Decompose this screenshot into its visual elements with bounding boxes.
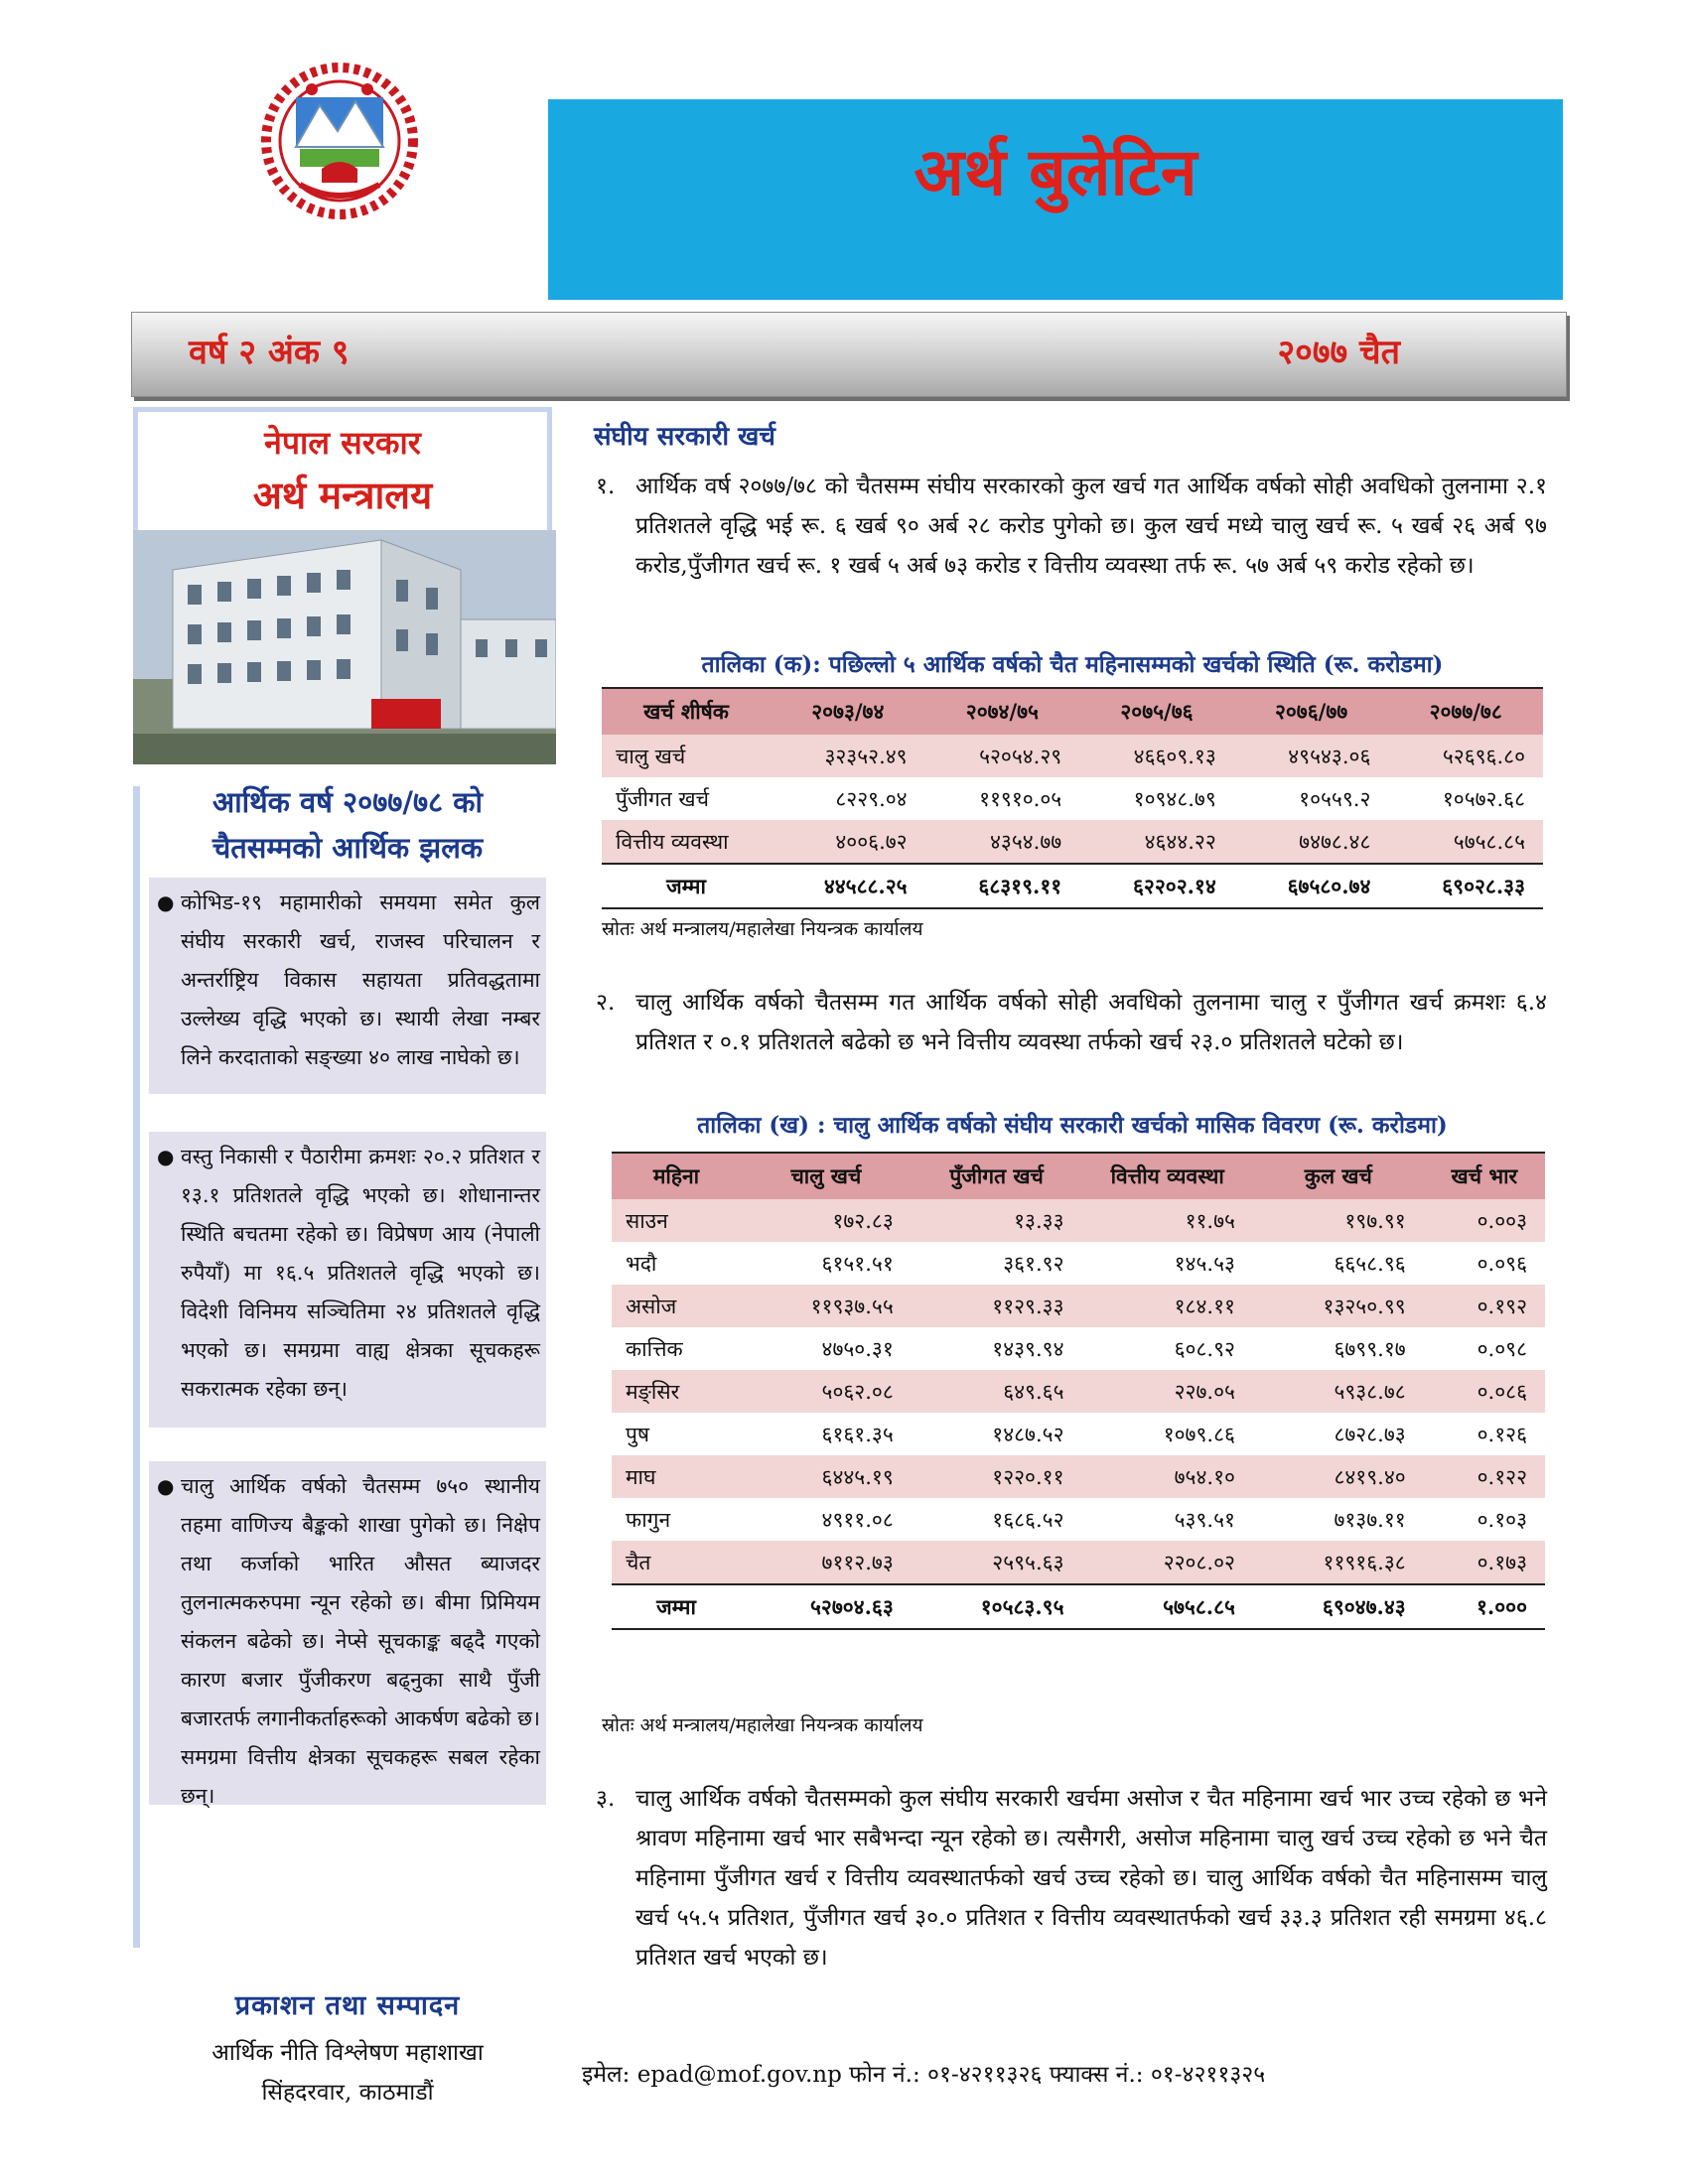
table-cell: १९७.९१ (1253, 1199, 1424, 1242)
table-header: २०७३/७४ (771, 688, 925, 735)
table-cell: ६९०४७.४३ (1253, 1584, 1424, 1629)
table2-caption: तालिका (ख) : चालु आर्थिक वर्षको संघीय सरकारी खर्चको मासिक विवरण (रू. करोडमा) (697, 1112, 1448, 1139)
table-row (612, 1455, 1545, 1498)
table-cell: २२०८.०२ (1082, 1541, 1253, 1584)
table-header: वित्तीय व्यवस्था (1082, 1153, 1253, 1199)
table-cell: ४७५०.३१ (821, 1336, 894, 1361)
glance-text-1: कोभिड-१९ महामारीको समयमा समेत कुल संघीय सरकारी खर्च, राजस्व परिचालन र अन्तर्राष्ट्रिय विकास सहायता प्रतिवद्धतामा उल्लेख्य वृद्धि भएको छ। स्थायी लेखा नम्बर लिने करदाताको सङ्ख्या ४० लाख नाघेको छ। (181, 890, 540, 1069)
table-cell: ५९३८.७८ (1253, 1370, 1424, 1413)
table-row (612, 1327, 1545, 1370)
table-cell: ६७९९.१७ (1334, 1336, 1406, 1361)
table-cell: ४००६.७२ (771, 820, 925, 864)
table-cell: साउन (612, 1199, 741, 1242)
bullet-icon: ● (157, 890, 175, 914)
table-header-row (602, 688, 1543, 735)
table-row (602, 820, 1543, 864)
paragraph-text: चालु आर्थिक वर्षको चैतसम्म गत आर्थिक वर्षको सोही अवधिको तुलनामा चालु र पुँजीगत खर्च क्रमशः ६.४ प्रतिशत र ०.१ प्रतिशतले बढेको छ भने वित्तीय व्यवस्था तर्फको खर्च २३.० प्रतिशतले घटेको छ। (635, 990, 1547, 1055)
table-cell: १६८६.५२ (992, 1507, 1064, 1532)
table-cell: पुष (626, 1422, 650, 1446)
table-cell: ५३९.५१ (1174, 1507, 1235, 1532)
table-cell: ८७२८.७३ (1334, 1422, 1406, 1446)
bullet-icon: ● (157, 1474, 175, 1498)
table-row (602, 777, 1543, 820)
table-cell: २५९५.६३ (912, 1541, 1082, 1584)
ministry-building-photo (133, 530, 556, 764)
paragraph-text: चालु आर्थिक वर्षको चैतसम्मको कुल संघीय सरकारी खर्चमा असोज र चैत महिनामा खर्च भार उच्च रहेको छ भने श्रावण महिनामा खर्च भार सबैभन्दा न्यून रहेको छ। त्यसैगरी, असोज महिनामा चालु खर्च उच्च रहेको छ भने चैत महिनामा पुँजीगत खर्च र वित्तीय व्यवस्थातर्फको खर्च उच्च रहेको छ। चालु आर्थिक वर्षको चैत महिनासम्म चालु खर्च ५५.५ प्रतिशत, पुँजीगत खर्च ३०.० प्रतिशत र वित्तीय व्यवस्थातर्फको खर्च ३३.३ प्रतिशत रही समग्रमा ४६.८ प्रतिशत खर्च भएको छ। (635, 1786, 1547, 1971)
glance-box-1 (149, 878, 546, 1094)
table-cell: ८२२९.०४ (835, 786, 908, 811)
table-cell: ७११२.७३ (741, 1541, 912, 1584)
table-cell: ४९५४३.०६ (1234, 735, 1389, 777)
table-cell: १३२५०.९९ (1253, 1285, 1424, 1327)
table-cell: १०५७२.६८ (1442, 786, 1525, 811)
expenditure-table-5yr (602, 687, 1543, 909)
table-cell: ५७५८.८५ (1388, 820, 1543, 864)
glance-box-3 (149, 1461, 546, 1808)
table-header: महिना (612, 1153, 741, 1199)
table-cell: ५२०५४.२९ (925, 735, 1080, 777)
table-row (612, 1242, 1545, 1285)
table-total-row (612, 1584, 1545, 1629)
table-cell: जम्मा (602, 864, 771, 908)
glance-title-line1: आर्थिक वर्ष २०७७/७८ को (212, 785, 483, 819)
table-header: चालु खर्च (741, 1153, 912, 1199)
table-cell: २२७.०५ (1082, 1370, 1253, 1413)
table-cell: १०५५९.२ (1299, 786, 1371, 811)
table-header: २०७७/७८ (1388, 688, 1543, 735)
table-header: पुँजीगत खर्च (912, 1153, 1082, 1199)
table-cell: ५७५८.८५ (1082, 1584, 1253, 1629)
table-cell: ५२७०४.६३ (741, 1584, 912, 1629)
issue-date: २०७७ चैत (1277, 333, 1400, 372)
table-cell: ६२२०२.१४ (1079, 864, 1234, 908)
issue-volume: वर्ष २ अंक ९ (189, 333, 350, 372)
table-cell: १.००० (1424, 1584, 1545, 1629)
table-cell: मङ्सिर (612, 1370, 741, 1413)
table-cell: चैत (612, 1541, 741, 1584)
table-cell: ११२९.३३ (912, 1285, 1082, 1327)
table-header: खर्च भार (1424, 1153, 1545, 1199)
bulletin-title: अर्थ बुलेटिन (914, 133, 1197, 210)
table-cell: भदौ (626, 1251, 657, 1276)
table-header: कुल खर्च (1253, 1153, 1424, 1199)
table-cell: ०.०९८ (1477, 1336, 1527, 1361)
section-heading: संघीय सरकारी खर्च (594, 422, 775, 452)
table-row (602, 735, 1543, 777)
table-cell: ०.०८६ (1424, 1370, 1545, 1413)
table-cell: १३.३३ (912, 1199, 1082, 1242)
table-cell: १०५८३.९५ (912, 1584, 1082, 1629)
glance-text-3: चालु आर्थिक वर्षको चैतसम्म ७५० स्थानीय तहमा वाणिज्य बैङ्कको शाखा पुगेको छ। निक्षेप तथा कर्जाको भारित औसत ब्याजदर तुलनात्मकरुपमा न्यून रहेको छ। बीमा प्रिमियम संकलन बढेको छ। नेप्से सूचकाङ्क बढ्दै गएको कारण बजार पुँजीकरण बढ्नुका साथै पुँजी बजारतर्फ लगानीकर्ताहरूको आकर्षण बढेको छ। समग्रमा वित्तीय क्षेत्रका सूचकहरू सबल रहेका छन्। (181, 1474, 540, 1808)
table-cell: ७१३७.११ (1334, 1507, 1406, 1532)
table-cell: वित्तीय व्यवस्था (602, 820, 771, 864)
table-cell: ६७५८०.७४ (1234, 864, 1389, 908)
table-total-row (602, 864, 1543, 908)
table-cell: ४६६०९.१३ (1079, 735, 1234, 777)
paragraph-text: आर्थिक वर्ष २०७७/७८ को चैतसम्म संघीय सरकारको कुल खर्च गत आर्थिक वर्षको सोही अवधिको तुलनामा २.१ प्रतिशतले वृद्धि भई रू. ६ खर्ब ९० अर्ब २८ करोड पुगेको छ। कुल खर्च मध्ये चालु खर्च रू. ५ खर्ब २६ अर्ब ९७ करोड,पुँजीगत खर्च रू. १ खर्ब ५ अर्ब ७३ करोड र वित्तीय व्यवस्था तर्फ रू. ५७ अर्ब ५९ करोड रहेको छ। (635, 474, 1547, 579)
table-header-row (612, 1153, 1545, 1199)
publication-title: प्रकाशन तथा सम्पादन (234, 1990, 461, 2021)
table-cell: ३६१.९२ (1003, 1251, 1064, 1276)
table-cell: ५०६२.०८ (741, 1370, 912, 1413)
table-cell: १०७९.८६ (1163, 1422, 1235, 1446)
table-cell: १८४.११ (1082, 1285, 1253, 1327)
table-cell: ११९१०.०५ (979, 786, 1062, 811)
table-cell: ०.१०३ (1477, 1507, 1527, 1532)
paragraph-number: ३. (596, 1786, 616, 1812)
table-header: २०७५/७६ (1079, 688, 1234, 735)
table-row (612, 1285, 1545, 1327)
ministry-name: अर्थ मन्त्रालय (252, 473, 433, 517)
table-cell: ०.००३ (1424, 1199, 1545, 1242)
table-cell: ११.७५ (1082, 1199, 1253, 1242)
table-cell: ०.१९२ (1424, 1285, 1545, 1327)
table-row (612, 1199, 1545, 1242)
table-cell: चालु खर्च (602, 735, 771, 777)
table-header: २०७४/७५ (925, 688, 1080, 735)
table1-caption: तालिका (क): पछिल्लो ५ आर्थिक वर्षको चैत महिनासम्मको खर्चको स्थिति (रू. करोडमा) (701, 651, 1444, 678)
table-cell: पुँजीगत खर्च (616, 786, 709, 811)
glance-box-2 (149, 1132, 546, 1428)
table-row (612, 1370, 1545, 1413)
table-cell: ६४९.६५ (912, 1370, 1082, 1413)
table-header: २०७६/७७ (1234, 688, 1389, 735)
glance-title-line2: चैतसम्मको आर्थिक झलक (211, 831, 484, 865)
table-cell: ४४५८८.२५ (771, 864, 925, 908)
table-cell: ५२६९६.८० (1388, 735, 1543, 777)
table-cell: ६१५१.५१ (821, 1251, 894, 1276)
table-cell: ४३५४.७७ (925, 820, 1080, 864)
table-cell: १७२.८३ (741, 1199, 912, 1242)
paragraph-3 (596, 1779, 1547, 1978)
table-row (612, 1498, 1545, 1541)
table-cell: ६१६१.३५ (821, 1422, 894, 1446)
table-cell: माघ (612, 1455, 741, 1498)
paragraph-number: २. (596, 990, 616, 1016)
table-cell: १२२०.११ (912, 1455, 1082, 1498)
nepal-government-emblem (260, 62, 419, 220)
table-cell: फागुन (626, 1507, 671, 1532)
paragraph-2 (596, 983, 1547, 1062)
table-cell: ०.१२६ (1477, 1422, 1527, 1446)
table-row (612, 1541, 1545, 1584)
table-cell: ०.१७३ (1424, 1541, 1545, 1584)
table-cell: ७४७८.४८ (1234, 820, 1389, 864)
paragraph-1 (596, 467, 1547, 586)
table-cell: ६९०२८.३३ (1388, 864, 1543, 908)
sidebar-rule (133, 786, 140, 1948)
table-cell: ०.१२२ (1424, 1455, 1545, 1498)
table-cell: ११९३७.५५ (741, 1285, 912, 1327)
table1-source: स्रोतः अर्थ मन्त्रालय/महालेखा नियन्त्रक कार्यालय (602, 918, 923, 940)
glance-text-2: वस्तु निकासी र पैठारीमा क्रमशः २०.२ प्रतिशत र १३.१ प्रतिशतले वृद्धि भएको छ। शोधानान्तर स्थिति बचतमा रहेको छ। विप्रेषण आय (नेपाली रुपैयाँ) मा १६.५ प्रतिशतले वृद्धि भएको छ। विदेशी विनिमय सञ्चितिमा २४ प्रतिशतले वृद्धि भएको छ। समग्रमा वाह्य क्षेत्रका सूचकहरू सकरात्मक रहेका छन्। (181, 1145, 540, 1401)
table-cell: ४९११.०८ (821, 1507, 894, 1532)
table-cell: ६८३१९.११ (925, 864, 1080, 908)
table-cell: ३२३५२.४९ (771, 735, 925, 777)
contact-footer: इमेल: epad@mof.gov.np फोन नं.: ०१-४२११३२६ फ्याक्स नं.: ०१-४२११३२५ (582, 2062, 1266, 2088)
table-cell: कात्तिक (626, 1336, 683, 1361)
paragraph-number: १. (596, 474, 616, 499)
government-name: नेपाल सरकार (264, 424, 421, 462)
table-cell: ६०८.९२ (1174, 1336, 1235, 1361)
table-row (612, 1413, 1545, 1455)
table-cell: ६६५८.९६ (1334, 1251, 1406, 1276)
table-cell: १४३९.९४ (992, 1336, 1064, 1361)
bullet-icon: ● (157, 1145, 175, 1168)
publication-division: आर्थिक नीति विश्लेषण महाशाखा (211, 2040, 484, 2066)
table-cell: जम्मा (612, 1584, 741, 1629)
table-cell: असोज (612, 1285, 741, 1327)
table-cell: ६४४५.१९ (741, 1455, 912, 1498)
table-cell: ४६४४.२२ (1079, 820, 1234, 864)
table-cell: ७५४.१० (1082, 1455, 1253, 1498)
publication-address: सिंहदरवार, काठमाडौं (261, 2080, 434, 2106)
table2-source: स्रोतः अर्थ मन्त्रालय/महालेखा नियन्त्रक कार्यालय (602, 1714, 923, 1736)
table-cell: ८४१९.४० (1253, 1455, 1424, 1498)
table-cell: ०.०९६ (1477, 1251, 1527, 1276)
table-cell: १४८७.५२ (992, 1422, 1064, 1446)
table-cell: १०९४८.७९ (1133, 786, 1216, 811)
table-cell: ११९१६.३८ (1253, 1541, 1424, 1584)
table-header: खर्च शीर्षक (602, 688, 771, 735)
table-cell: १४५.५३ (1174, 1251, 1235, 1276)
monthly-expenditure-table (612, 1152, 1545, 1630)
